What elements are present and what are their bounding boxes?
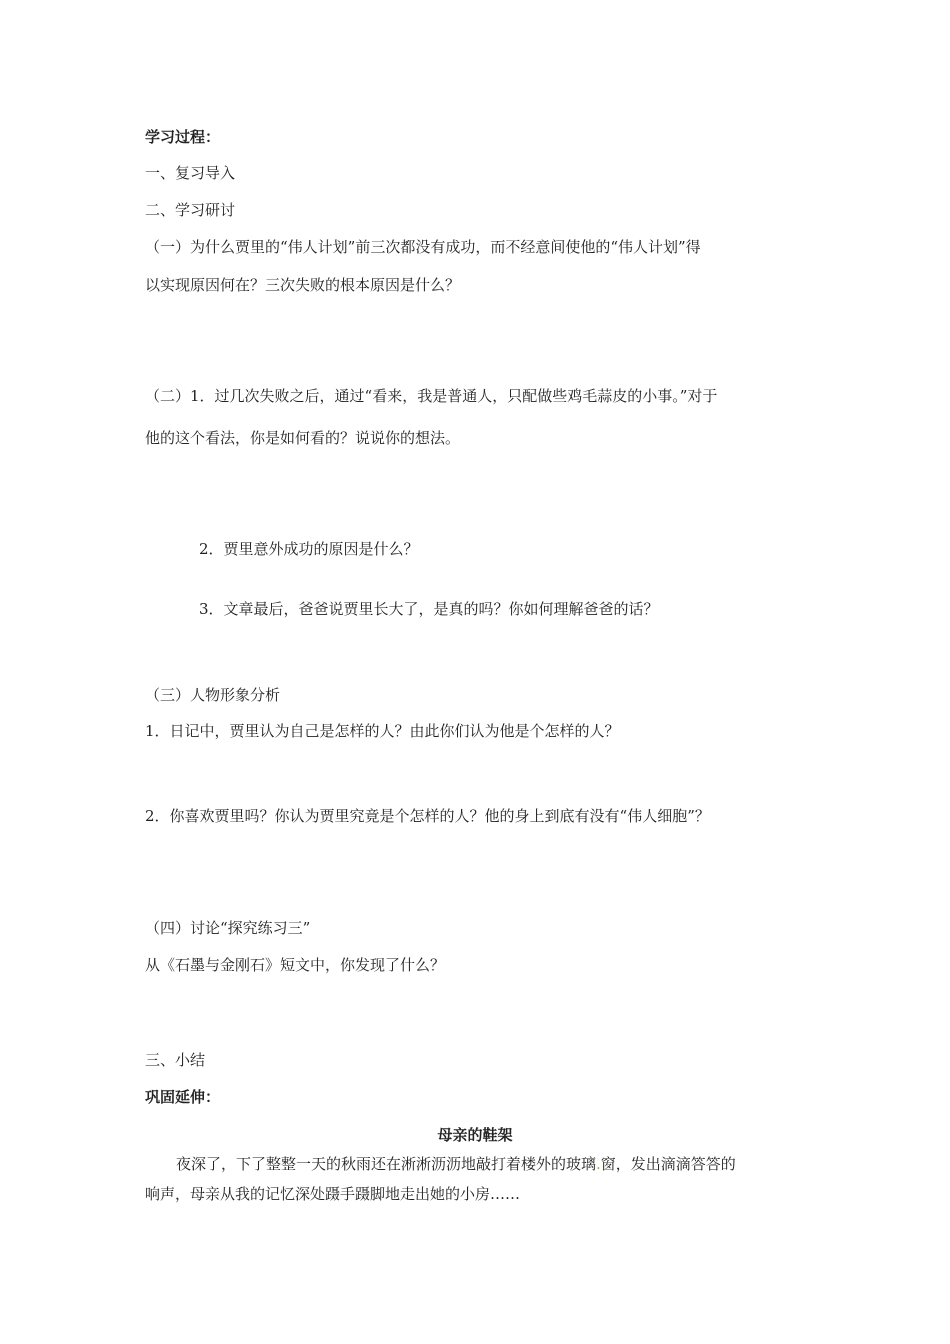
article-text-part: 夜深了，下了整整一天的秋雨还在淅淅沥沥地敲打着楼外的玻璃 <box>176 1155 597 1173</box>
question-3-heading: （三）人物形象分析 <box>145 686 281 704</box>
question-4-heading: （四）讨论“探究练习三” <box>145 919 311 937</box>
question-4-item-1: 从《石墨与金刚石》短文中，你发现了什么？ <box>145 956 446 974</box>
question-1-line-2: 以实现原因何在？三次失败的根本原因是什么？ <box>145 276 461 294</box>
question-2-item-2: 2．贾里意外成功的原因是什么？ <box>199 540 419 558</box>
article-paragraph-line-2: 响声，母亲从我的记忆深处蹑手蹑脚地走出她的小房…… <box>145 1185 521 1203</box>
question-3-item-1: 1．日记中，贾里认为自己是怎样的人？由此你们认为他是个怎样的人？ <box>145 722 620 740</box>
article-paragraph-line-1 <box>176 1154 736 1174</box>
section-review-intro: 一、复习导入 <box>145 164 236 182</box>
section-study-discussion: 二、学习研讨 <box>145 201 236 219</box>
article-text-part: 窗，发出滴滴答答的 <box>600 1155 736 1173</box>
question-2-item-3: 3．文章最后，爸爸说贾里长大了，是真的吗？你如何理解爸爸的话？ <box>199 600 659 618</box>
heading-learning-process: 学习过程： <box>145 128 221 146</box>
question-1-line-1: （一）为什么贾里的“伟人计划”前三次都没有成功，而不经意间使他的“伟人计划”得 <box>145 238 701 256</box>
heading-consolidation: 巩固延伸： <box>145 1088 221 1106</box>
article-title: 母亲的鞋架 <box>437 1126 513 1144</box>
question-2-line-1: （二）1．过几次失败之后，通过“看来，我是普通人，只配做些鸡毛蒜皮的小事。”对于 <box>145 387 718 405</box>
section-summary: 三、小结 <box>145 1051 206 1069</box>
stray-dot: . <box>596 1155 601 1173</box>
question-3-item-2: 2．你喜欢贾里吗？你认为贾里究竟是个怎样的人？他的身上到底有没有“伟人细胞”？ <box>145 807 710 825</box>
question-2-line-2: 他的这个看法，你是如何看的？说说你的想法。 <box>145 429 461 447</box>
